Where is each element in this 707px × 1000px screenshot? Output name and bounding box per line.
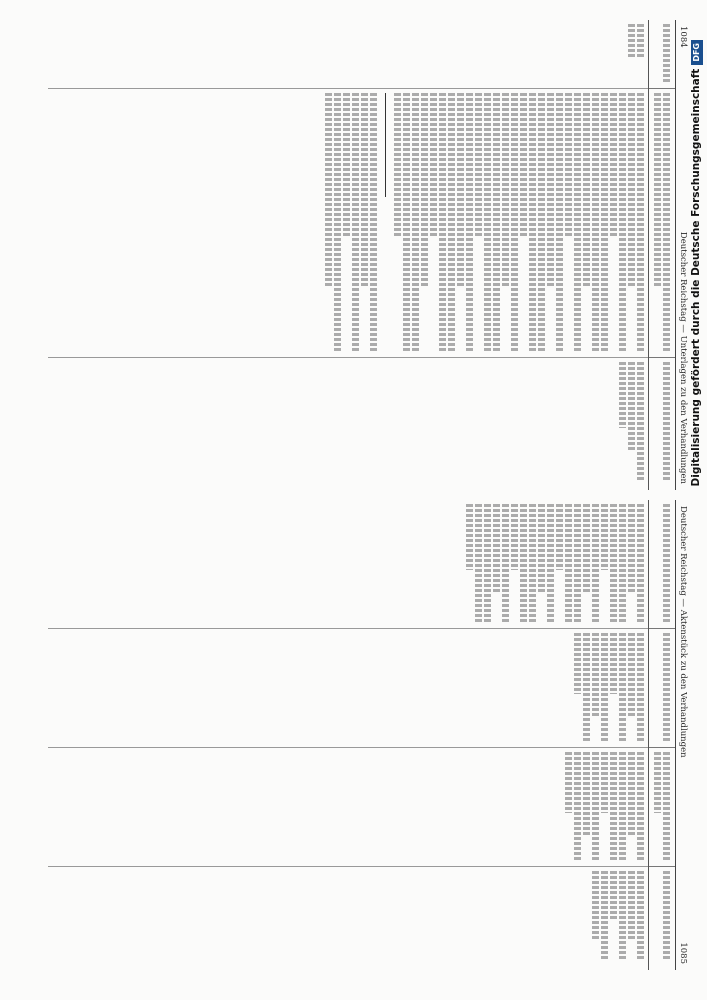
left-col-1 — [48, 20, 648, 89]
digitization-credit-text: Digitalisierung gefördert durch die Deutsche Forschungsgemeinschaft — [690, 68, 702, 487]
left-page-body — [48, 20, 648, 490]
rotated-two-page-spread — [30, 20, 690, 970]
left-col-head-3 — [649, 358, 675, 486]
left-col-head-2 — [649, 89, 675, 358]
left-col-3 — [48, 358, 648, 486]
right-col-head-3 — [649, 748, 675, 867]
left-col-2 — [48, 89, 648, 358]
left-running-title: Deutscher Reichstag — Unterlagen zu den Verhandlungen — [678, 231, 688, 484]
digitization-credit — [687, 40, 705, 940]
right-col-head-4 — [649, 867, 675, 965]
right-col-1 — [48, 500, 648, 629]
left-column-headers — [648, 20, 675, 490]
right-col-4 — [48, 867, 648, 965]
right-page — [30, 500, 690, 970]
left-page — [30, 20, 690, 490]
dfg-logo: DFG — [691, 40, 703, 65]
right-col-head-2 — [649, 629, 675, 748]
right-page-body — [48, 500, 648, 970]
right-column-headers — [648, 500, 675, 970]
left-col-head-1 — [649, 20, 675, 89]
right-page-number: 1085 — [678, 942, 688, 964]
right-col-2 — [48, 629, 648, 748]
right-col-head-1 — [649, 500, 675, 629]
right-col-3 — [48, 748, 648, 867]
left-page-number: 1084 — [678, 26, 688, 48]
right-running-title: Deutscher Reichstag — Aktenstück zu den Verhandlungen — [678, 506, 688, 758]
